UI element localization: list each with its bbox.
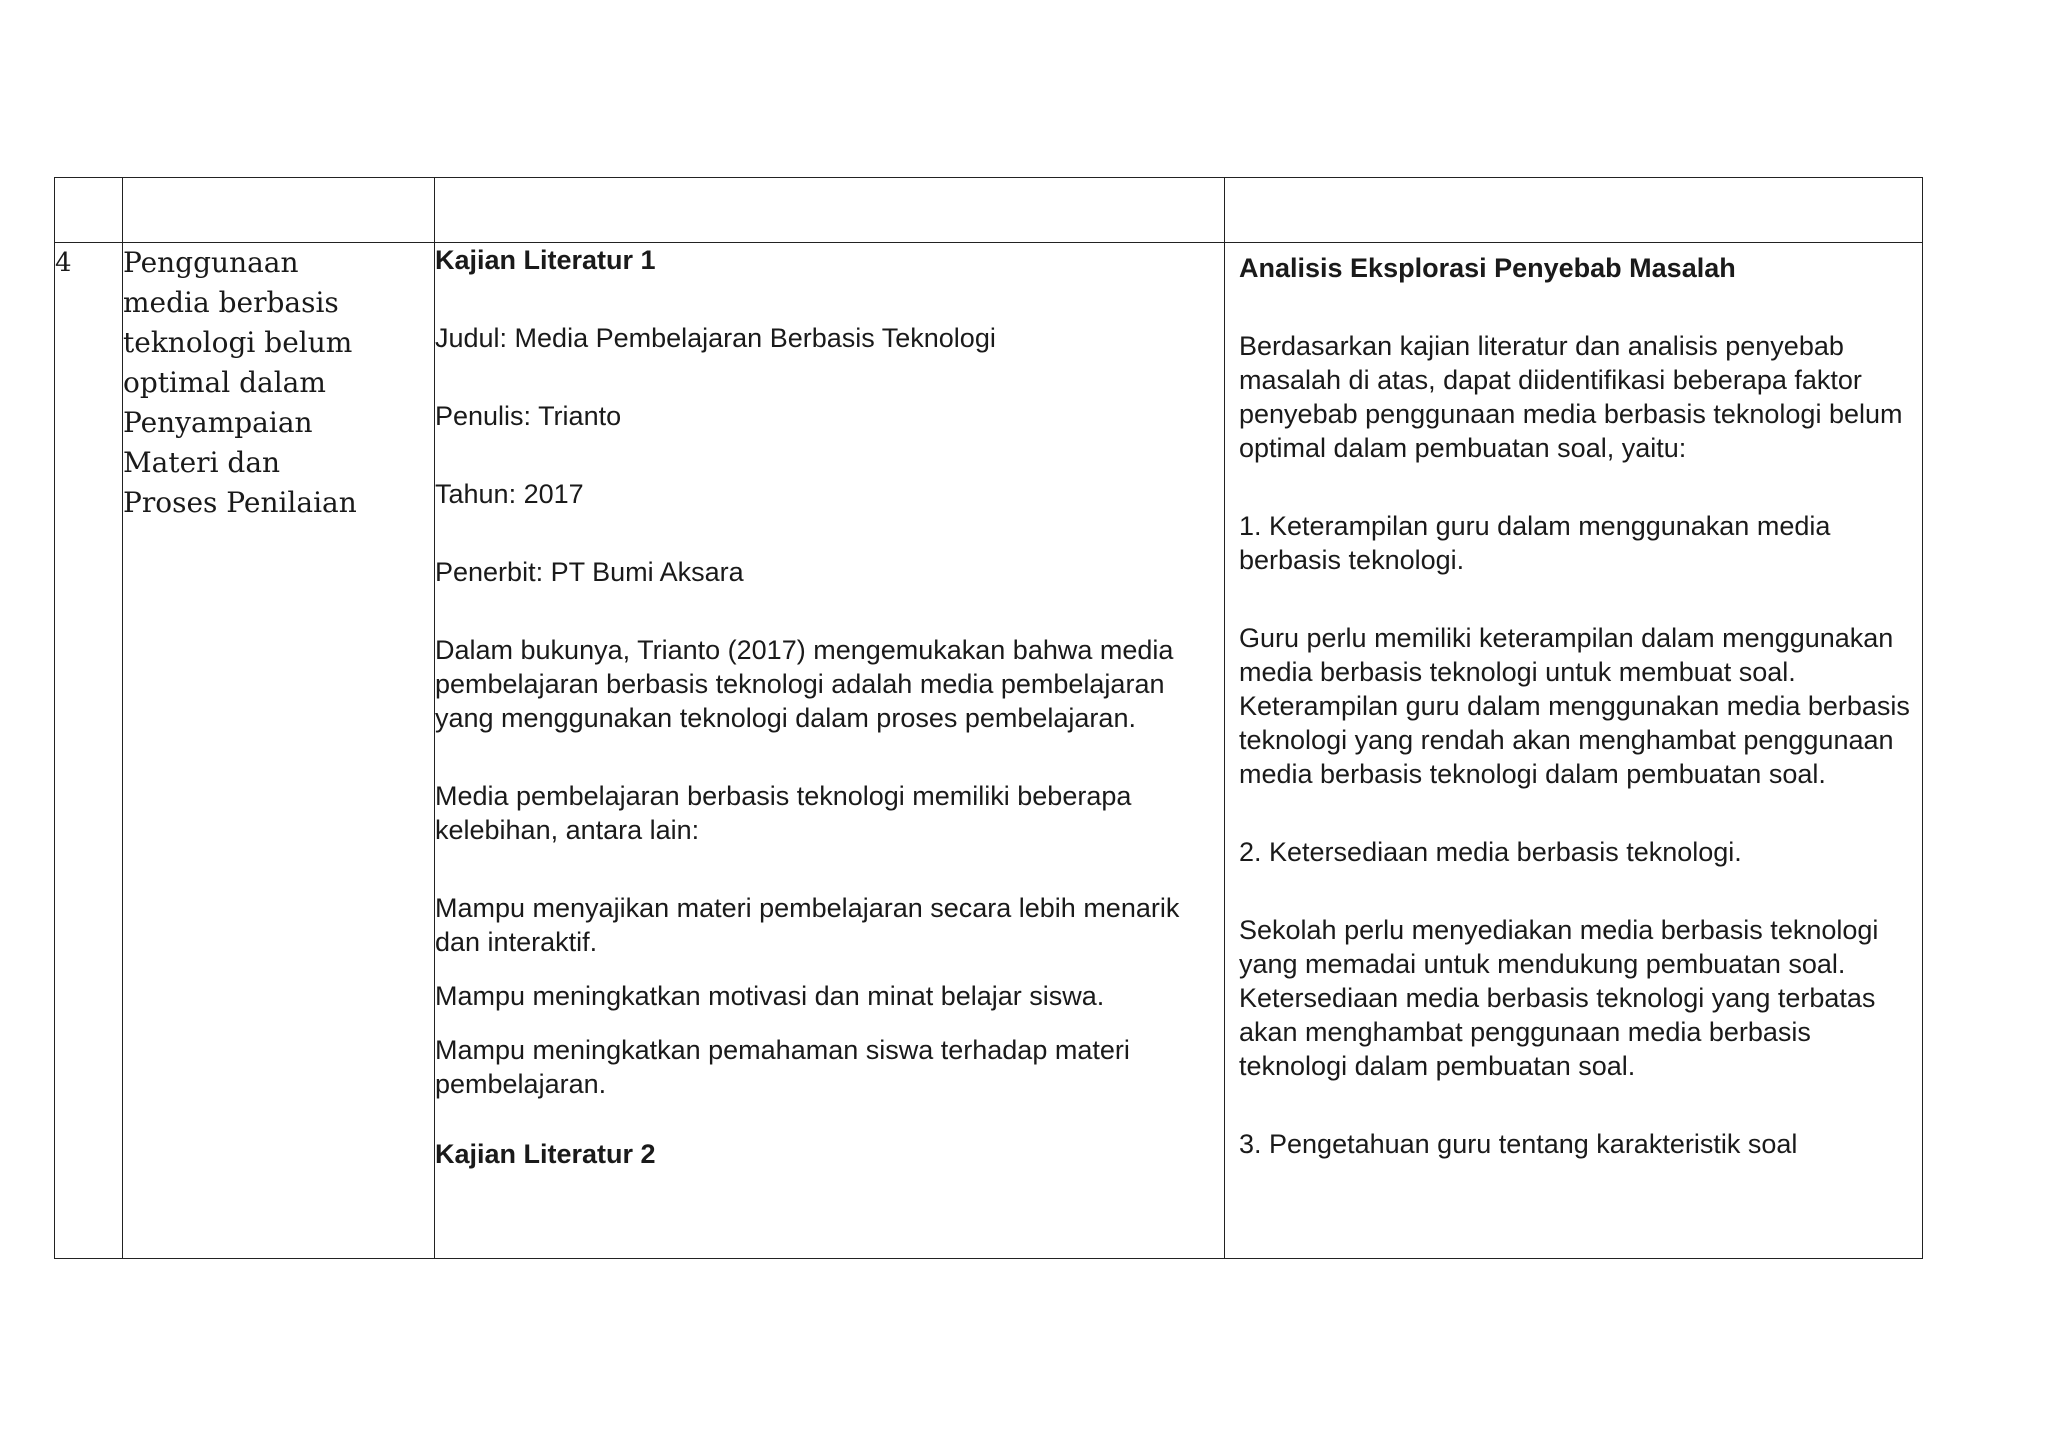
analysis-table: [54, 177, 1923, 1259]
literature-heading-2: Kajian Literatur 2: [435, 1139, 656, 1169]
literature-publisher: Penerbit: PT Bumi Aksara: [435, 557, 744, 587]
issue-line: Penggunaan: [123, 246, 299, 279]
issue-line: teknologi belum: [123, 326, 353, 359]
analysis-cell: [1225, 243, 1922, 1253]
literature-heading: Kajian Literatur 1: [435, 245, 656, 275]
row-number: 4: [55, 243, 123, 1259]
empty-cell-literature: [435, 178, 1225, 243]
empty-cell-analysis: [1225, 178, 1923, 243]
issue-line: Materi dan: [123, 446, 281, 479]
analysis-intro: Berdasarkan kajian literatur dan analisis penyebab masalah di atas, dapat diidentifikasi beberapa faktor penyebab penggunaan media berbasis teknologi belum optimal dalam pembuatan soal, yaitu:: [1239, 331, 1903, 463]
table-row: [55, 243, 1923, 1259]
empty-cell-no: [55, 178, 123, 243]
analysis-heading: Analisis Eksplorasi Penyebab Masalah: [1239, 253, 1736, 283]
analysis-point-2-title: 2. Ketersediaan media berbasis teknologi.: [1239, 837, 1742, 867]
literature-summary: Dalam bukunya, Trianto (2017) mengemukakan bahwa media pembelajaran berbasis teknologi adalah media pembelajaran yang menggunakan teknologi dalam proses pembelajaran.: [435, 635, 1174, 733]
analysis-point-3-title: 3. Pengetahuan guru tentang karakteristik soal: [1239, 1129, 1798, 1159]
issue-line: Proses Penilaian: [123, 486, 357, 519]
literature-advantage: Mampu meningkatkan pemahaman siswa terhadap materi pembelajaran.: [435, 1035, 1130, 1099]
analysis-point-1-text: Guru perlu memiliki keterampilan dalam menggunakan media berbasis teknologi untuk membuat soal. Keterampilan guru dalam menggunakan media berbasis teknologi yang rendah akan menghambat penggunaan media berbasis teknologi dalam pembuatan soal.: [1239, 623, 1910, 789]
analysis-point-1-title: 1. Keterampilan guru dalam menggunakan media berbasis teknologi.: [1239, 511, 1831, 575]
analysis-point-2-text: Sekolah perlu menyediakan media berbasis teknologi yang memadai untuk mendukung pembuatan soal. Ketersediaan media berbasis teknologi yang terbatas akan menghambat penggunaan media berbasis teknologi dalam pembuatan soal.: [1239, 915, 1879, 1081]
literature-year: Tahun: 2017: [435, 479, 584, 509]
literature-advantage: Mampu meningkatkan motivasi dan minat belajar siswa.: [435, 981, 1105, 1011]
issue-line: media berbasis: [123, 286, 339, 319]
literature-author: Penulis: Trianto: [435, 401, 622, 431]
literature-advantage: Mampu menyajikan materi pembelajaran secara lebih menarik dan interaktif.: [435, 893, 1180, 957]
issue-line: Penyampaian: [123, 406, 313, 439]
analysis-cell-wrapper: [1225, 243, 1923, 1259]
table-row-empty: [55, 178, 1923, 243]
literature-cell: [435, 243, 1225, 1259]
literature-advantages-intro: Media pembelajaran berbasis teknologi memiliki beberapa kelebihan, antara lain:: [435, 781, 1132, 845]
empty-cell-issue: [123, 178, 435, 243]
issue-cell: [123, 243, 435, 1259]
literature-title: Judul: Media Pembelajaran Berbasis Teknologi: [435, 323, 996, 353]
issue-line: optimal dalam: [123, 366, 326, 399]
